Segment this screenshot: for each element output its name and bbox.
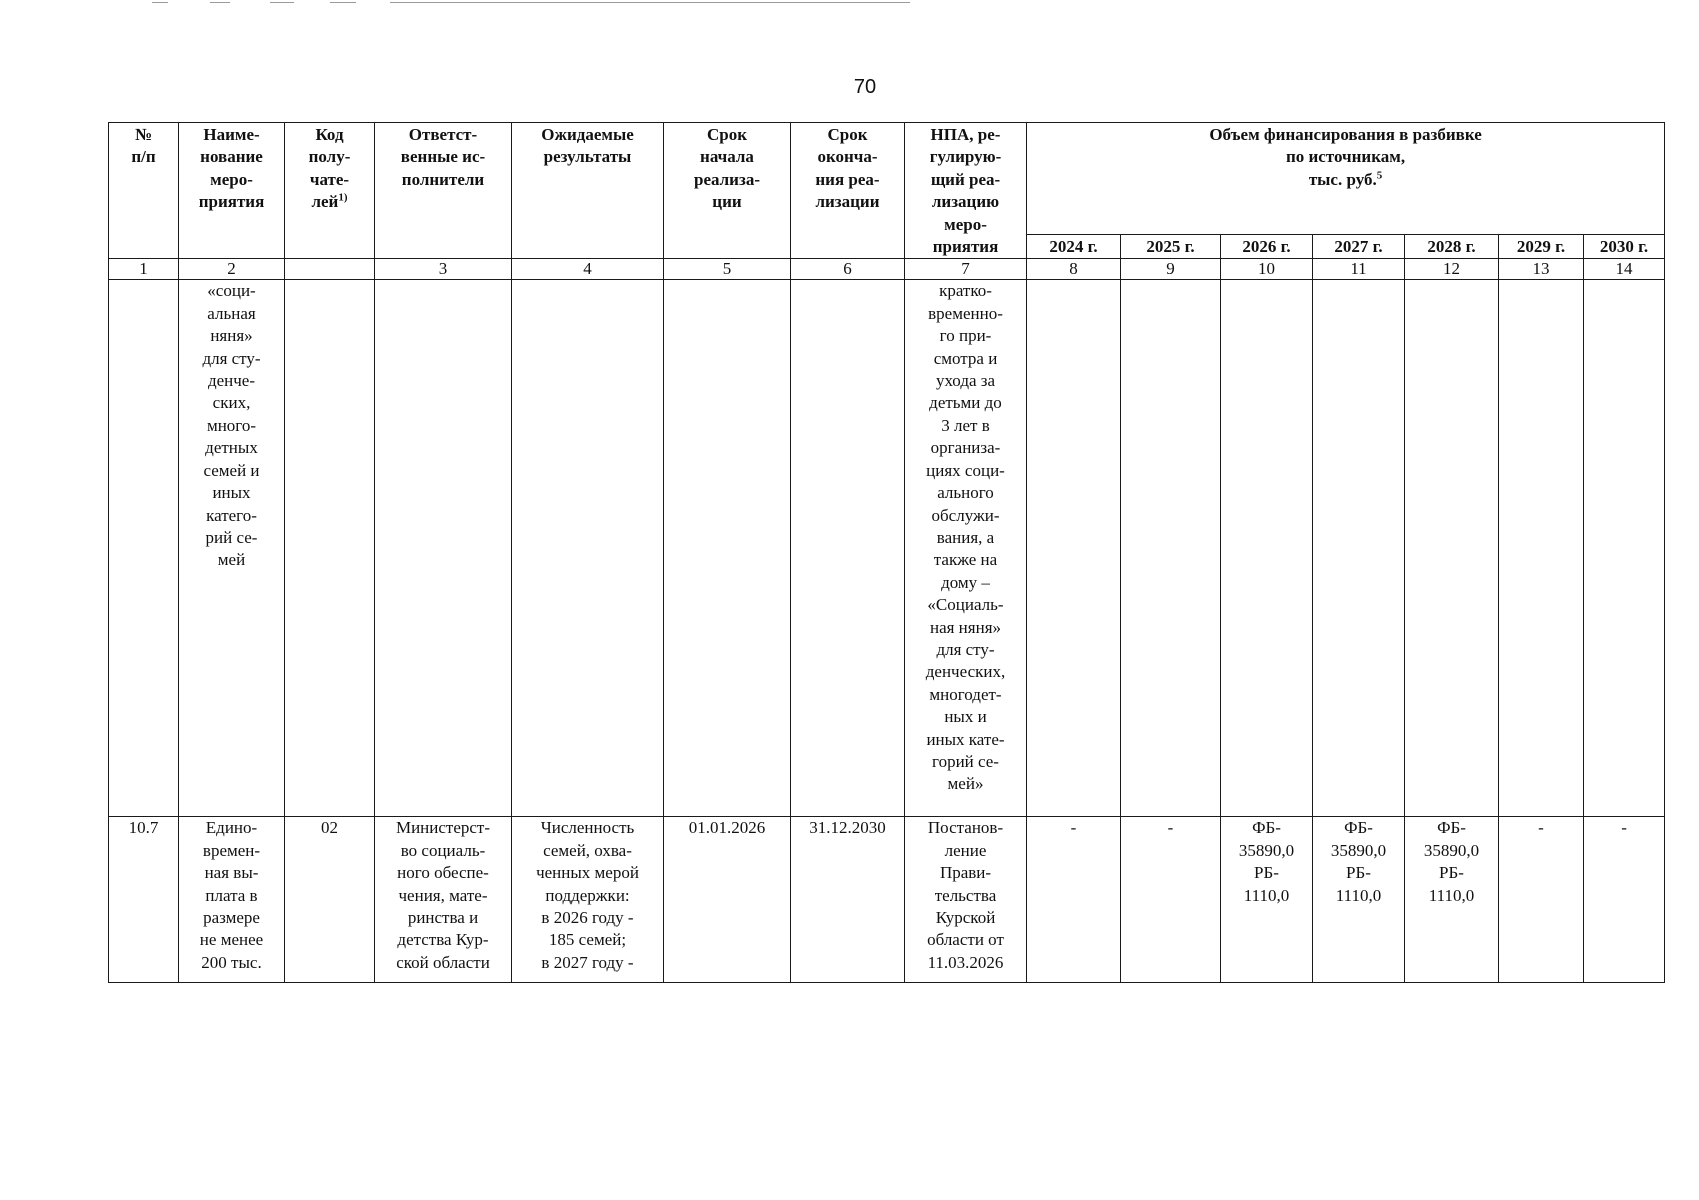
- header-start-date: Срок начала реализа- ции: [664, 123, 791, 259]
- cell-year-2027: ФБ- 35890,0 РБ- 1110,0: [1313, 817, 1405, 983]
- financing-title-line-3: тыс. руб.: [1308, 169, 1377, 189]
- header-recipient-code-label: Код полу- чате- лей: [308, 125, 351, 212]
- column-number: 5: [664, 259, 791, 280]
- column-number: 13: [1499, 259, 1584, 280]
- header-measure-name: Наиме- нование меро- приятия: [179, 123, 285, 259]
- header-year-2024: 2024 г.: [1027, 235, 1121, 259]
- cell-measure-name: Едино- времен- ная вы- плата в размере не менее 200 тыс.: [179, 817, 285, 983]
- cell-regulating-act: Постанов- ление Прави- тельства Курской области от 11.03.2026: [905, 817, 1027, 983]
- footnote-5-marker: 5: [1376, 169, 1383, 182]
- table-row-continuation: [109, 280, 1665, 817]
- column-number: 14: [1584, 259, 1665, 280]
- measures-table: [108, 122, 1665, 983]
- cell-year-2027: [1313, 280, 1405, 817]
- cell-end-date: 31.12.2030: [791, 817, 905, 983]
- cell-year-2030: [1584, 280, 1665, 817]
- column-number: 4: [512, 259, 664, 280]
- financing-title-line-2: по источникам,: [1285, 147, 1406, 167]
- table-row-10-7: [109, 817, 1665, 983]
- header-year-2030: 2030 г.: [1584, 235, 1665, 259]
- header-executors: Ответст- венные ис- полнители: [375, 123, 512, 259]
- cell-recipient-code: 02: [285, 817, 375, 983]
- page-number: 70: [853, 76, 877, 98]
- header-number: № п/п: [109, 123, 179, 259]
- cell-year-2028: [1405, 280, 1499, 817]
- column-number: 10: [1221, 259, 1313, 280]
- cell-year-2029: -: [1499, 817, 1584, 983]
- column-number: 6: [791, 259, 905, 280]
- cell-year-2028: ФБ- 35890,0 РБ- 1110,0: [1405, 817, 1499, 983]
- cell-start-date: [664, 280, 791, 817]
- cell-year-2026: ФБ- 35890,0 РБ- 1110,0: [1221, 817, 1313, 983]
- header-recipient-code: [285, 123, 375, 259]
- column-number: 3: [375, 259, 512, 280]
- column-number-row: [109, 259, 1665, 280]
- cell-number: [109, 280, 179, 817]
- cell-year-2024: [1027, 280, 1121, 817]
- column-number: 7: [905, 259, 1027, 280]
- header-expected-results: Ожидаемые результаты: [512, 123, 664, 259]
- cell-year-2025: -: [1121, 817, 1221, 983]
- column-number: 8: [1027, 259, 1121, 280]
- cell-executors: Министерст- во социаль- ного обеспе- чения, мате- ринства и детства Кур- ской области: [375, 817, 512, 983]
- header-end-date: Срок оконча- ния реа- лизации: [791, 123, 905, 259]
- cell-number: 10.7: [109, 817, 179, 983]
- cell-end-date: [791, 280, 905, 817]
- cell-year-2029: [1499, 280, 1584, 817]
- column-number: 11: [1313, 259, 1405, 280]
- cell-year-2024: -: [1027, 817, 1121, 983]
- financing-title-line-1: Объем финансирования в разбивке: [1209, 125, 1482, 144]
- header-row: [109, 123, 1665, 235]
- header-year-2029: 2029 г.: [1499, 235, 1584, 259]
- cell-start-date: 01.01.2026: [664, 817, 791, 983]
- cell-year-2026: [1221, 280, 1313, 817]
- column-number: 1: [109, 259, 179, 280]
- header-year-2027: 2027 г.: [1313, 235, 1405, 259]
- cell-year-2030: -: [1584, 817, 1665, 983]
- header-regulating-act: НПА, ре- гулирую- щий реа- лизацию меро- приятия: [905, 123, 1027, 259]
- column-number: 12: [1405, 259, 1499, 280]
- header-financing: [1027, 123, 1665, 235]
- column-number: [285, 259, 375, 280]
- header-year-2025: 2025 г.: [1121, 235, 1221, 259]
- cell-expected-results: Численность семей, охва- ченных мерой поддержки: в 2026 году - 185 семей; в 2027 году -: [512, 817, 664, 983]
- header-year-2028: 2028 г.: [1405, 235, 1499, 259]
- cell-recipient-code: [285, 280, 375, 817]
- column-number: 2: [179, 259, 285, 280]
- scan-edge-marks: [140, 0, 920, 4]
- column-number: 9: [1121, 259, 1221, 280]
- cell-expected-results: [512, 280, 664, 817]
- cell-regulating-act: кратко- временно- го при- смотра и ухода за детьми до 3 лет в организа- циях соци- ального обслужи- вания, а также на дому – «Социаль- ная няня» для сту- денческих, многодет- ных и иных кате- горий се- мей»: [905, 280, 1027, 817]
- header-year-2026: 2026 г.: [1221, 235, 1313, 259]
- cell-measure-name: «соци- альная няня» для сту- денче- ских, много- детных семей и иных катего- рий се- мей: [179, 280, 285, 817]
- cell-year-2025: [1121, 280, 1221, 817]
- footnote-1-marker: 1): [338, 191, 348, 204]
- cell-executors: [375, 280, 512, 817]
